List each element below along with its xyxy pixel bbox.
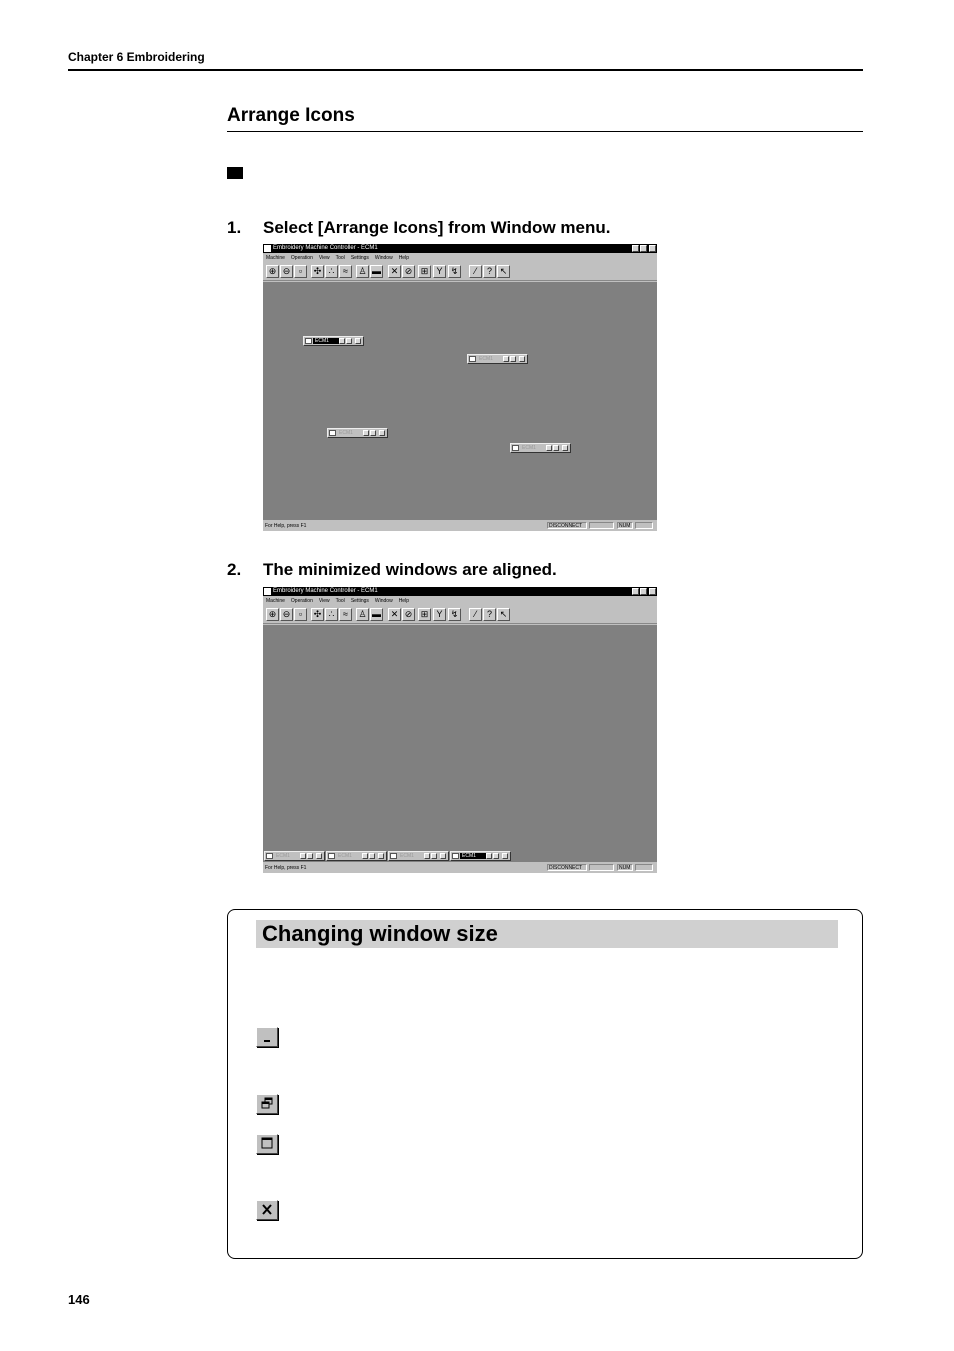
help-icon[interactable]: ? [483, 608, 496, 621]
send-icon[interactable]: ↯ [448, 608, 461, 621]
send-icon[interactable]: ↯ [448, 265, 461, 278]
zoom-window-icon[interactable]: ▫ [294, 608, 307, 621]
toolbar [263, 606, 657, 624]
close-icon[interactable] [562, 445, 568, 451]
status-empty [635, 522, 653, 529]
menu-window[interactable]: Window [374, 255, 393, 261]
menu-settings[interactable]: Settings [350, 598, 369, 604]
close-icon[interactable] [440, 853, 446, 859]
fit-icon[interactable]: ✣ [311, 265, 324, 278]
window-icon [469, 356, 476, 362]
frame-icon[interactable]: ⊞ [418, 608, 431, 621]
window-icon [512, 445, 519, 451]
step-text: The minimized windows are aligned. [263, 560, 557, 579]
menu-machine[interactable]: Machine [266, 255, 285, 261]
info-box [227, 909, 863, 1259]
zoom-in-icon[interactable]: ⊕ [266, 265, 279, 278]
close-icon[interactable] [355, 338, 361, 344]
context-help-icon[interactable]: ↖ [497, 608, 510, 621]
points-icon[interactable]: ∴ [325, 608, 338, 621]
maximize-icon[interactable] [369, 853, 375, 859]
close-icon [256, 1200, 278, 1220]
minimized-title: ECM1 [313, 338, 339, 344]
branch-icon[interactable]: Y [433, 608, 446, 621]
maximize-icon [256, 1134, 278, 1154]
restore-icon[interactable] [486, 853, 492, 859]
maximize-icon[interactable] [370, 430, 376, 436]
zoom-window-icon[interactable]: ▫ [294, 265, 307, 278]
menu-bar [263, 597, 412, 606]
black-square-bullet [227, 167, 243, 179]
minimized-window[interactable] [467, 354, 528, 364]
help-icon[interactable]: ? [483, 265, 496, 278]
window-icon [329, 430, 336, 436]
maximize-icon[interactable] [346, 338, 352, 344]
fit-icon[interactable]: ✣ [311, 608, 324, 621]
context-help-icon[interactable]: ↖ [497, 265, 510, 278]
status-empty [589, 864, 614, 871]
points-icon[interactable]: ∴ [325, 265, 338, 278]
status-connection: DISCONNECT [547, 522, 587, 529]
status-help: For Help, press F1 [265, 523, 307, 529]
close-icon[interactable] [649, 588, 656, 595]
branch-icon[interactable]: Y [433, 265, 446, 278]
status-bar [263, 521, 657, 531]
status-empty [589, 522, 614, 529]
frame-icon[interactable]: ⊞ [418, 265, 431, 278]
minimize-icon[interactable] [632, 245, 639, 252]
menu-window[interactable]: Window [374, 598, 393, 604]
step-number: 2. [227, 560, 242, 579]
minimized-title: ECM1 [400, 853, 414, 859]
menu-tool[interactable]: Tool [335, 255, 345, 261]
app-icon [264, 245, 271, 252]
maximize-icon[interactable] [510, 356, 516, 362]
chapter-header: Chapter 6 Embroidering [68, 50, 863, 71]
box-title: Changing window size [256, 920, 838, 948]
toolbar [263, 263, 657, 281]
step-number: 1. [227, 218, 242, 237]
maximize-icon[interactable] [640, 588, 647, 595]
menu-help[interactable]: Help [398, 255, 409, 261]
mdi-client-area [263, 625, 657, 862]
minimized-title: ECM1 [460, 853, 486, 859]
status-empty [635, 864, 653, 871]
window-icon [328, 853, 335, 859]
menu-help[interactable]: Help [398, 598, 409, 604]
status-num: NUM [617, 522, 633, 529]
zoom-out-icon[interactable]: ⊖ [280, 608, 293, 621]
minimized-title: ECM1 [522, 445, 536, 451]
cancel-icon[interactable]: ✕ [388, 265, 401, 278]
graph-icon[interactable]: ⁄ [469, 608, 482, 621]
status-bar [263, 863, 657, 873]
close-icon[interactable] [379, 430, 385, 436]
minimized-window[interactable] [303, 336, 364, 346]
stop-icon[interactable]: ⊘ [402, 608, 415, 621]
restore-icon[interactable] [362, 853, 368, 859]
menu-tool[interactable]: Tool [335, 598, 345, 604]
step-text: Select [Arrange Icons] from Window menu. [263, 218, 611, 237]
restore-icon[interactable] [339, 338, 345, 344]
maximize-icon[interactable] [553, 445, 559, 451]
zoom-in-icon[interactable]: ⊕ [266, 608, 279, 621]
minimized-title: ECM1 [479, 356, 493, 362]
window-title-bar [263, 244, 657, 253]
menu-settings[interactable]: Settings [350, 255, 369, 261]
minimized-title: ECM1 [276, 853, 290, 859]
cancel-icon[interactable]: ✕ [388, 608, 401, 621]
menu-machine[interactable]: Machine [266, 598, 285, 604]
close-icon[interactable] [502, 853, 508, 859]
minimized-title: ECM1 [339, 430, 353, 436]
menu-bar [263, 254, 412, 263]
menu-view[interactable]: View [318, 598, 330, 604]
restore-icon [256, 1094, 278, 1114]
zoom-out-icon[interactable]: ⊖ [280, 265, 293, 278]
minimized-window[interactable] [327, 428, 388, 438]
window-title: Embroidery Machine Controller - ECM1 [273, 588, 378, 594]
window-icon [452, 853, 459, 859]
menu-operation[interactable]: Operation [290, 255, 313, 261]
machine-icon[interactable]: ♙ [356, 265, 369, 278]
minimized-window[interactable] [450, 851, 511, 861]
screenshot-before-arrange [263, 244, 657, 531]
status-connection: DISCONNECT [547, 864, 587, 871]
stitch-icon[interactable]: ≈ [339, 265, 352, 278]
section-title: Arrange Icons [227, 104, 863, 132]
machine-icon[interactable]: ♙ [356, 608, 369, 621]
minimized-window[interactable] [326, 851, 387, 861]
menu-operation[interactable]: Operation [290, 598, 313, 604]
minimized-window[interactable] [510, 443, 571, 453]
close-icon[interactable] [378, 853, 384, 859]
close-icon[interactable] [649, 245, 656, 252]
menu-view[interactable]: View [318, 255, 330, 261]
print-icon[interactable]: ▬ [372, 266, 381, 276]
maximize-icon[interactable] [307, 853, 313, 859]
print-icon[interactable]: ▬ [372, 609, 381, 619]
minimize-icon[interactable] [632, 588, 639, 595]
restore-icon[interactable] [363, 430, 369, 436]
window-icon [305, 338, 312, 344]
restore-icon[interactable] [424, 853, 430, 859]
stop-icon[interactable]: ⊘ [402, 265, 415, 278]
screenshot-after-arrange [263, 587, 657, 873]
mdi-client-area [263, 282, 657, 520]
status-help: For Help, press F1 [265, 865, 307, 871]
minimized-window[interactable] [264, 851, 325, 861]
minimized-title: ECM1 [338, 853, 352, 859]
window-icon [390, 853, 397, 859]
restore-icon[interactable] [300, 853, 306, 859]
window-title: Embroidery Machine Controller - ECM1 [273, 245, 378, 251]
step-1 [227, 218, 610, 238]
minimized-window[interactable] [388, 851, 449, 861]
window-title-bar [263, 587, 657, 596]
page-number: 146 [68, 1292, 90, 1307]
maximize-icon[interactable] [640, 245, 647, 252]
window-icon [266, 853, 273, 859]
graph-icon[interactable]: ⁄ [469, 265, 482, 278]
status-num: NUM [617, 864, 633, 871]
step-2 [227, 560, 557, 580]
maximize-icon[interactable] [431, 853, 437, 859]
close-icon[interactable] [316, 853, 322, 859]
stitch-icon[interactable]: ≈ [339, 608, 352, 621]
close-icon[interactable] [519, 356, 525, 362]
maximize-icon[interactable] [493, 853, 499, 859]
minimize-icon [256, 1027, 278, 1047]
restore-icon[interactable] [503, 356, 509, 362]
restore-icon[interactable] [546, 445, 552, 451]
app-icon [264, 588, 271, 595]
